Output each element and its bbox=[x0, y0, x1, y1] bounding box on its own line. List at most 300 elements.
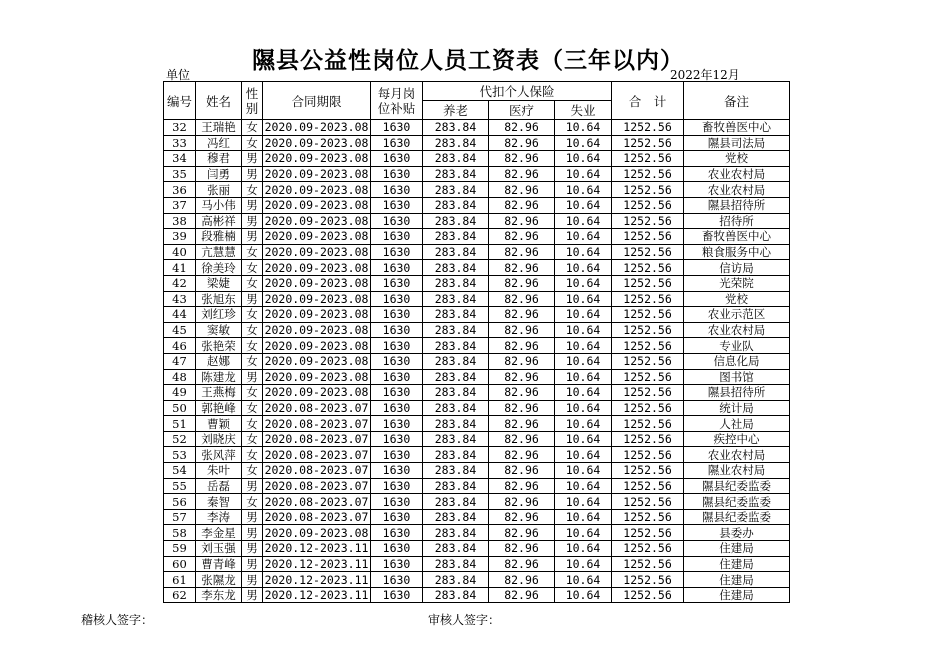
cell-remark: 农业示范区 bbox=[684, 307, 790, 323]
cell-total: 1252.56 bbox=[612, 135, 684, 151]
cell-name: 张艳荣 bbox=[196, 338, 242, 354]
checker-signature-label: 稽核人签字： bbox=[81, 613, 154, 627]
cell-remark: 党校 bbox=[684, 291, 790, 307]
cell-medical: 82.96 bbox=[489, 587, 555, 603]
cell-no: 48 bbox=[164, 369, 196, 385]
cell-remark: 统计局 bbox=[684, 400, 790, 416]
cell-pension: 283.84 bbox=[423, 229, 489, 245]
cell-unemployment: 10.64 bbox=[555, 291, 612, 307]
cell-medical: 82.96 bbox=[489, 291, 555, 307]
cell-subsidy: 1630 bbox=[371, 556, 423, 572]
cell-name: 岳磊 bbox=[196, 478, 242, 494]
cell-name: 王瑞艳 bbox=[196, 120, 242, 136]
cell-subsidy: 1630 bbox=[371, 353, 423, 369]
cell-pension: 283.84 bbox=[423, 431, 489, 447]
cell-medical: 82.96 bbox=[489, 120, 555, 136]
cell-gender: 女 bbox=[242, 135, 263, 151]
table-row bbox=[164, 385, 790, 401]
cell-pension: 283.84 bbox=[423, 322, 489, 338]
cell-pension: 283.84 bbox=[423, 213, 489, 229]
cell-no: 36 bbox=[164, 182, 196, 198]
cell-gender: 男 bbox=[242, 166, 263, 182]
cell-remark: 粮食服务中心 bbox=[684, 244, 790, 260]
table-row bbox=[164, 353, 790, 369]
cell-no: 62 bbox=[164, 587, 196, 603]
header-unemployment: 失业 bbox=[555, 101, 612, 120]
cell-name: 窦敏 bbox=[196, 322, 242, 338]
cell-name: 曹青峰 bbox=[196, 556, 242, 572]
cell-gender: 女 bbox=[242, 120, 263, 136]
cell-name: 刘晓庆 bbox=[196, 431, 242, 447]
cell-subsidy: 1630 bbox=[371, 447, 423, 463]
cell-pension: 283.84 bbox=[423, 400, 489, 416]
cell-remark: 住建局 bbox=[684, 556, 790, 572]
cell-pension: 283.84 bbox=[423, 556, 489, 572]
cell-remark: 隰业农村局 bbox=[684, 463, 790, 479]
cell-pension: 283.84 bbox=[423, 244, 489, 260]
table-row bbox=[164, 572, 790, 588]
cell-remark: 隰县纪委监委 bbox=[684, 494, 790, 510]
cell-unemployment: 10.64 bbox=[555, 509, 612, 525]
cell-name: 亢慧慧 bbox=[196, 244, 242, 260]
cell-contract-period: 2020.12-2023.11 bbox=[263, 556, 371, 572]
header-name: 姓名 bbox=[196, 82, 242, 120]
cell-gender: 男 bbox=[242, 291, 263, 307]
cell-pension: 283.84 bbox=[423, 509, 489, 525]
cell-total: 1252.56 bbox=[612, 572, 684, 588]
cell-subsidy: 1630 bbox=[371, 275, 423, 291]
cell-subsidy: 1630 bbox=[371, 120, 423, 136]
cell-no: 54 bbox=[164, 463, 196, 479]
cell-no: 60 bbox=[164, 556, 196, 572]
table-body bbox=[164, 120, 790, 603]
cell-contract-period: 2020.08-2023.07 bbox=[263, 509, 371, 525]
cell-unemployment: 10.64 bbox=[555, 431, 612, 447]
cell-unemployment: 10.64 bbox=[555, 151, 612, 167]
cell-gender: 男 bbox=[242, 541, 263, 557]
cell-medical: 82.96 bbox=[489, 416, 555, 432]
cell-remark: 隰县纪委监委 bbox=[684, 509, 790, 525]
cell-no: 34 bbox=[164, 151, 196, 167]
cell-no: 51 bbox=[164, 416, 196, 432]
cell-no: 55 bbox=[164, 478, 196, 494]
cell-pension: 283.84 bbox=[423, 135, 489, 151]
cell-remark: 隰县招待所 bbox=[684, 385, 790, 401]
cell-unemployment: 10.64 bbox=[555, 494, 612, 510]
cell-contract-period: 2020.09-2023.08 bbox=[263, 338, 371, 354]
table-row bbox=[164, 322, 790, 338]
cell-gender: 女 bbox=[242, 244, 263, 260]
cell-name: 段雅楠 bbox=[196, 229, 242, 245]
table-row bbox=[164, 307, 790, 323]
cell-subsidy: 1630 bbox=[371, 587, 423, 603]
cell-total: 1252.56 bbox=[612, 400, 684, 416]
cell-unemployment: 10.64 bbox=[555, 447, 612, 463]
cell-name: 张隰龙 bbox=[196, 572, 242, 588]
cell-name: 穆君 bbox=[196, 151, 242, 167]
table-row bbox=[164, 275, 790, 291]
cell-total: 1252.56 bbox=[612, 229, 684, 245]
cell-name: 李涛 bbox=[196, 509, 242, 525]
cell-total: 1252.56 bbox=[612, 431, 684, 447]
cell-name: 张旭东 bbox=[196, 291, 242, 307]
cell-contract-period: 2020.09-2023.08 bbox=[263, 135, 371, 151]
cell-gender: 女 bbox=[242, 416, 263, 432]
cell-medical: 82.96 bbox=[489, 369, 555, 385]
cell-gender: 男 bbox=[242, 587, 263, 603]
cell-subsidy: 1630 bbox=[371, 166, 423, 182]
header-medical: 医疗 bbox=[489, 101, 555, 120]
cell-medical: 82.96 bbox=[489, 275, 555, 291]
table-row bbox=[164, 120, 790, 136]
cell-total: 1252.56 bbox=[612, 463, 684, 479]
cell-contract-period: 2020.09-2023.08 bbox=[263, 322, 371, 338]
cell-unemployment: 10.64 bbox=[555, 307, 612, 323]
cell-remark: 农业农村局 bbox=[684, 322, 790, 338]
table-row bbox=[164, 541, 790, 557]
cell-contract-period: 2020.09-2023.08 bbox=[263, 291, 371, 307]
cell-pension: 283.84 bbox=[423, 385, 489, 401]
cell-unemployment: 10.64 bbox=[555, 572, 612, 588]
cell-gender: 男 bbox=[242, 213, 263, 229]
cell-medical: 82.96 bbox=[489, 494, 555, 510]
cell-no: 35 bbox=[164, 166, 196, 182]
cell-pension: 283.84 bbox=[423, 478, 489, 494]
cell-pension: 283.84 bbox=[423, 353, 489, 369]
cell-remark: 隰县司法局 bbox=[684, 135, 790, 151]
cell-unemployment: 10.64 bbox=[555, 587, 612, 603]
cell-total: 1252.56 bbox=[612, 509, 684, 525]
cell-medical: 82.96 bbox=[489, 572, 555, 588]
cell-remark: 信访局 bbox=[684, 260, 790, 276]
cell-name: 曹颖 bbox=[196, 416, 242, 432]
cell-total: 1252.56 bbox=[612, 197, 684, 213]
cell-no: 49 bbox=[164, 385, 196, 401]
cell-total: 1252.56 bbox=[612, 275, 684, 291]
cell-remark: 招待所 bbox=[684, 213, 790, 229]
cell-no: 58 bbox=[164, 525, 196, 541]
cell-unemployment: 10.64 bbox=[555, 478, 612, 494]
cell-medical: 82.96 bbox=[489, 509, 555, 525]
cell-name: 秦智 bbox=[196, 494, 242, 510]
cell-unemployment: 10.64 bbox=[555, 244, 612, 260]
cell-pension: 283.84 bbox=[423, 572, 489, 588]
cell-subsidy: 1630 bbox=[371, 369, 423, 385]
cell-no: 56 bbox=[164, 494, 196, 510]
cell-total: 1252.56 bbox=[612, 291, 684, 307]
table-row bbox=[164, 416, 790, 432]
cell-contract-period: 2020.09-2023.08 bbox=[263, 307, 371, 323]
cell-unemployment: 10.64 bbox=[555, 525, 612, 541]
cell-name: 闫勇 bbox=[196, 166, 242, 182]
cell-total: 1252.56 bbox=[612, 260, 684, 276]
table-row bbox=[164, 463, 790, 479]
cell-pension: 283.84 bbox=[423, 541, 489, 557]
header-gender-line1: 性 bbox=[245, 85, 259, 101]
cell-subsidy: 1630 bbox=[371, 572, 423, 588]
cell-remark: 住建局 bbox=[684, 541, 790, 557]
cell-remark: 农业农村局 bbox=[684, 182, 790, 198]
table-row bbox=[164, 151, 790, 167]
cell-pension: 283.84 bbox=[423, 338, 489, 354]
cell-gender: 男 bbox=[242, 478, 263, 494]
header-no: 编号 bbox=[164, 82, 196, 120]
cell-no: 61 bbox=[164, 572, 196, 588]
cell-contract-period: 2020.09-2023.08 bbox=[263, 244, 371, 260]
header-insurance-group: 代扣个人保险 bbox=[423, 82, 612, 101]
cell-medical: 82.96 bbox=[489, 244, 555, 260]
cell-name: 王燕梅 bbox=[196, 385, 242, 401]
cell-subsidy: 1630 bbox=[371, 478, 423, 494]
cell-contract-period: 2020.09-2023.08 bbox=[263, 525, 371, 541]
cell-remark: 隰县招待所 bbox=[684, 197, 790, 213]
cell-total: 1252.56 bbox=[612, 120, 684, 136]
cell-unemployment: 10.64 bbox=[555, 213, 612, 229]
table-row bbox=[164, 509, 790, 525]
cell-subsidy: 1630 bbox=[371, 291, 423, 307]
cell-pension: 283.84 bbox=[423, 369, 489, 385]
cell-no: 39 bbox=[164, 229, 196, 245]
table-row bbox=[164, 338, 790, 354]
cell-remark: 专业队 bbox=[684, 338, 790, 354]
cell-total: 1252.56 bbox=[612, 447, 684, 463]
cell-medical: 82.96 bbox=[489, 525, 555, 541]
cell-gender: 男 bbox=[242, 572, 263, 588]
cell-unemployment: 10.64 bbox=[555, 182, 612, 198]
header-subsidy bbox=[371, 82, 423, 120]
cell-subsidy: 1630 bbox=[371, 525, 423, 541]
cell-subsidy: 1630 bbox=[371, 135, 423, 151]
cell-medical: 82.96 bbox=[489, 322, 555, 338]
cell-gender: 女 bbox=[242, 494, 263, 510]
cell-medical: 82.96 bbox=[489, 478, 555, 494]
cell-no: 33 bbox=[164, 135, 196, 151]
cell-unemployment: 10.64 bbox=[555, 369, 612, 385]
cell-remark: 信息化局 bbox=[684, 353, 790, 369]
cell-medical: 82.96 bbox=[489, 353, 555, 369]
cell-unemployment: 10.64 bbox=[555, 463, 612, 479]
cell-contract-period: 2020.08-2023.07 bbox=[263, 447, 371, 463]
cell-unemployment: 10.64 bbox=[555, 400, 612, 416]
header-contract: 合同期限 bbox=[263, 82, 371, 120]
cell-contract-period: 2020.09-2023.08 bbox=[263, 369, 371, 385]
cell-total: 1252.56 bbox=[612, 244, 684, 260]
table-row bbox=[164, 166, 790, 182]
cell-subsidy: 1630 bbox=[371, 431, 423, 447]
cell-subsidy: 1630 bbox=[371, 400, 423, 416]
cell-total: 1252.56 bbox=[612, 416, 684, 432]
cell-unemployment: 10.64 bbox=[555, 338, 612, 354]
cell-subsidy: 1630 bbox=[371, 151, 423, 167]
cell-subsidy: 1630 bbox=[371, 182, 423, 198]
cell-pension: 283.84 bbox=[423, 307, 489, 323]
cell-remark: 隰县纪委监委 bbox=[684, 478, 790, 494]
table-row bbox=[164, 431, 790, 447]
cell-gender: 男 bbox=[242, 197, 263, 213]
cell-contract-period: 2020.09-2023.08 bbox=[263, 213, 371, 229]
cell-name: 张丽 bbox=[196, 182, 242, 198]
cell-remark: 住建局 bbox=[684, 572, 790, 588]
cell-total: 1252.56 bbox=[612, 151, 684, 167]
cell-unemployment: 10.64 bbox=[555, 353, 612, 369]
cell-pension: 283.84 bbox=[423, 260, 489, 276]
cell-contract-period: 2020.08-2023.07 bbox=[263, 463, 371, 479]
table-row bbox=[164, 478, 790, 494]
cell-pension: 283.84 bbox=[423, 587, 489, 603]
cell-medical: 82.96 bbox=[489, 182, 555, 198]
cell-no: 41 bbox=[164, 260, 196, 276]
cell-name: 梁婕 bbox=[196, 275, 242, 291]
cell-contract-period: 2020.12-2023.11 bbox=[263, 587, 371, 603]
table-row bbox=[164, 182, 790, 198]
cell-unemployment: 10.64 bbox=[555, 541, 612, 557]
cell-name: 高彬祥 bbox=[196, 213, 242, 229]
header-total: 合 计 bbox=[612, 82, 684, 120]
cell-no: 57 bbox=[164, 509, 196, 525]
cell-pension: 283.84 bbox=[423, 275, 489, 291]
cell-subsidy: 1630 bbox=[371, 322, 423, 338]
table-row bbox=[164, 260, 790, 276]
cell-pension: 283.84 bbox=[423, 291, 489, 307]
cell-medical: 82.96 bbox=[489, 260, 555, 276]
cell-contract-period: 2020.09-2023.08 bbox=[263, 385, 371, 401]
cell-name: 张风萍 bbox=[196, 447, 242, 463]
cell-name: 冯红 bbox=[196, 135, 242, 151]
table-row bbox=[164, 556, 790, 572]
cell-gender: 女 bbox=[242, 182, 263, 198]
cell-unemployment: 10.64 bbox=[555, 275, 612, 291]
cell-medical: 82.96 bbox=[489, 213, 555, 229]
cell-remark: 党校 bbox=[684, 151, 790, 167]
cell-contract-period: 2020.09-2023.08 bbox=[263, 182, 371, 198]
cell-no: 43 bbox=[164, 291, 196, 307]
cell-unemployment: 10.64 bbox=[555, 556, 612, 572]
cell-gender: 女 bbox=[242, 275, 263, 291]
cell-contract-period: 2020.08-2023.07 bbox=[263, 400, 371, 416]
cell-total: 1252.56 bbox=[612, 166, 684, 182]
cell-contract-period: 2020.08-2023.07 bbox=[263, 478, 371, 494]
cell-contract-period: 2020.09-2023.08 bbox=[263, 166, 371, 182]
cell-total: 1252.56 bbox=[612, 353, 684, 369]
cell-name: 陈建龙 bbox=[196, 369, 242, 385]
cell-subsidy: 1630 bbox=[371, 260, 423, 276]
table-row bbox=[164, 587, 790, 603]
cell-unemployment: 10.64 bbox=[555, 416, 612, 432]
cell-pension: 283.84 bbox=[423, 447, 489, 463]
cell-subsidy: 1630 bbox=[371, 197, 423, 213]
cell-subsidy: 1630 bbox=[371, 338, 423, 354]
table-row bbox=[164, 291, 790, 307]
cell-medical: 82.96 bbox=[489, 447, 555, 463]
cell-contract-period: 2020.09-2023.08 bbox=[263, 120, 371, 136]
table-row bbox=[164, 447, 790, 463]
cell-gender: 男 bbox=[242, 525, 263, 541]
cell-contract-period: 2020.08-2023.07 bbox=[263, 494, 371, 510]
cell-subsidy: 1630 bbox=[371, 416, 423, 432]
cell-gender: 女 bbox=[242, 463, 263, 479]
cell-no: 59 bbox=[164, 541, 196, 557]
cell-remark: 县委办 bbox=[684, 525, 790, 541]
header-row-1 bbox=[164, 82, 790, 101]
cell-subsidy: 1630 bbox=[371, 229, 423, 245]
cell-name: 刘玉强 bbox=[196, 541, 242, 557]
cell-name: 李东龙 bbox=[196, 587, 242, 603]
cell-remark: 人社局 bbox=[684, 416, 790, 432]
table-row bbox=[164, 213, 790, 229]
cell-remark: 疾控中心 bbox=[684, 431, 790, 447]
header-gender bbox=[242, 82, 263, 120]
cell-gender: 女 bbox=[242, 385, 263, 401]
header-gender-line2: 别 bbox=[245, 100, 259, 116]
cell-gender: 女 bbox=[242, 431, 263, 447]
cell-contract-period: 2020.09-2023.08 bbox=[263, 353, 371, 369]
cell-total: 1252.56 bbox=[612, 338, 684, 354]
cell-total: 1252.56 bbox=[612, 478, 684, 494]
cell-medical: 82.96 bbox=[489, 338, 555, 354]
header-subsidy-line1: 每月岗 bbox=[377, 85, 416, 101]
cell-subsidy: 1630 bbox=[371, 213, 423, 229]
cell-unemployment: 10.64 bbox=[555, 166, 612, 182]
cell-no: 37 bbox=[164, 197, 196, 213]
cell-contract-period: 2020.09-2023.08 bbox=[263, 260, 371, 276]
cell-gender: 男 bbox=[242, 509, 263, 525]
cell-contract-period: 2020.12-2023.11 bbox=[263, 572, 371, 588]
cell-no: 32 bbox=[164, 120, 196, 136]
cell-pension: 283.84 bbox=[423, 416, 489, 432]
cell-contract-period: 2020.09-2023.08 bbox=[263, 151, 371, 167]
cell-remark: 农业农村局 bbox=[684, 166, 790, 182]
unit-label: 单位 bbox=[166, 68, 191, 82]
cell-name: 徐美玲 bbox=[196, 260, 242, 276]
cell-medical: 82.96 bbox=[489, 463, 555, 479]
cell-subsidy: 1630 bbox=[371, 494, 423, 510]
cell-no: 52 bbox=[164, 431, 196, 447]
cell-contract-period: 2020.09-2023.08 bbox=[263, 275, 371, 291]
table-row bbox=[164, 525, 790, 541]
cell-no: 42 bbox=[164, 275, 196, 291]
cell-name: 马小伟 bbox=[196, 197, 242, 213]
header-pension: 养老 bbox=[423, 101, 489, 120]
page-title: 隰县公益性岗位人员工资表（三年以内） bbox=[252, 48, 684, 74]
cell-total: 1252.56 bbox=[612, 322, 684, 338]
cell-contract-period: 2020.09-2023.08 bbox=[263, 197, 371, 213]
cell-medical: 82.96 bbox=[489, 197, 555, 213]
cell-no: 53 bbox=[164, 447, 196, 463]
cell-name: 赵娜 bbox=[196, 353, 242, 369]
reviewer-signature-label: 审核人签字： bbox=[428, 613, 501, 627]
cell-subsidy: 1630 bbox=[371, 463, 423, 479]
cell-unemployment: 10.64 bbox=[555, 197, 612, 213]
cell-gender: 女 bbox=[242, 400, 263, 416]
cell-pension: 283.84 bbox=[423, 120, 489, 136]
cell-name: 朱叶 bbox=[196, 463, 242, 479]
cell-medical: 82.96 bbox=[489, 431, 555, 447]
cell-pension: 283.84 bbox=[423, 182, 489, 198]
cell-subsidy: 1630 bbox=[371, 509, 423, 525]
cell-gender: 男 bbox=[242, 151, 263, 167]
table-row bbox=[164, 369, 790, 385]
cell-remark: 住建局 bbox=[684, 587, 790, 603]
cell-total: 1252.56 bbox=[612, 213, 684, 229]
cell-medical: 82.96 bbox=[489, 385, 555, 401]
cell-pension: 283.84 bbox=[423, 166, 489, 182]
cell-contract-period: 2020.08-2023.07 bbox=[263, 416, 371, 432]
cell-pension: 283.84 bbox=[423, 463, 489, 479]
cell-gender: 女 bbox=[242, 353, 263, 369]
cell-medical: 82.96 bbox=[489, 400, 555, 416]
cell-subsidy: 1630 bbox=[371, 385, 423, 401]
cell-no: 38 bbox=[164, 213, 196, 229]
